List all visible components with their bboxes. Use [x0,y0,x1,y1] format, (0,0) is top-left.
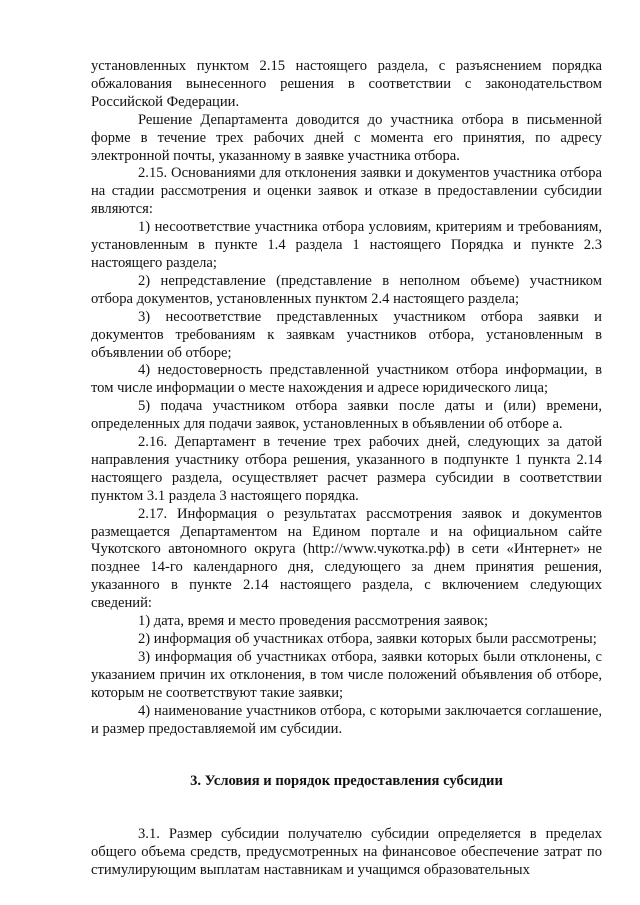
list-item: 1) несоответствие участника отбора условиям, критериям и требованиям, установленным в пункте 1.4 раздела 1 настоящего Порядка и пункте 2.3 настоящего раздела; [91,219,602,271]
list-item: 3) несоответствие представленных участником отбора заявки и документов требованиям к заявкам участников отбора, установленным в объявлении об отборе; [91,308,602,361]
document-body [91,58,602,880]
paragraph: 2.15. Основаниями для отклонения заявки и документов участника отбора на стадии рассмотрения и оценки заявок и отказе в предоставлении субсидии являются: [91,165,602,218]
list-item: 2) информация об участниках отбора, заявки которых были рассмотрены; [138,631,597,647]
paragraph: 2.16. Департамент в течение трех рабочих дней, следующих за датой направления участнику отбора решения, указанного в подпункте 1 пункта 2.14 настоящего раздела, осуществляет расчет размера субсидии в соответствии пунктом 3.1 раздела 3 настоящего порядка. [91,434,602,504]
section-heading: 3. Условия и порядок предоставления субсидии [190,773,503,790]
paragraph: Решение Департамента доводится до участника отбора в письменной форме в течение трех рабочих дней с момента его принятия, по адресу электронной почты, указанному в заявке участника отбора. [91,111,602,164]
list-item: 2) непредставление (представление в неполном объеме) участником отбора документов, установленных пунктом 2.4 настоящего раздела; [91,272,602,307]
paragraph: установленных пунктом 2.15 настоящего раздела, с разъяснением порядка обжалования вынесенного решения в соответствии с законодательством Российской Федерации. [91,58,602,110]
list-item: 4) наименование участников отбора, с которыми заключается соглашение, и размер предоставляемой им субсидии. [91,702,602,737]
list-item: 4) недостоверность представленной участником отбора информации, в том числе информации о месте нахождения и адресе юридического лица; [91,362,602,397]
list-item: 1) дата, время и место проведения рассмотрения заявок; [138,613,489,630]
paragraph: 2.17. Информация о результатах рассмотрения заявок и документов размещается Департаментом на Едином портале и на официальном сайте Чукотского автономного округа (http://www.чукотка.рф) в сети «Интернет» не позднее 14-го календарного дня, следующего за днем принятия решения, указанного в пункте 2.14 настоящего раздела, с включением следующих сведений: [91,505,602,612]
paragraph: 3.1. Размер субсидии получателю субсидии определяется в пределах общего объема средств, предусмотренных на финансовое обеспечение затрат по стимулирующим выплатам наставникам и учащимся образовательных [91,826,602,879]
list-item: 5) подача участником отбора заявки после даты и (или) времени, определенных для подачи заявок, установленных в объявлении об отборе а. [91,398,602,433]
list-item: 3) информация об участниках отбора, заявки которых были отклонены, с указанием причин их отклонения, в том числе положений объявления об отборе, которым не соответствуют такие заявки; [91,648,602,701]
